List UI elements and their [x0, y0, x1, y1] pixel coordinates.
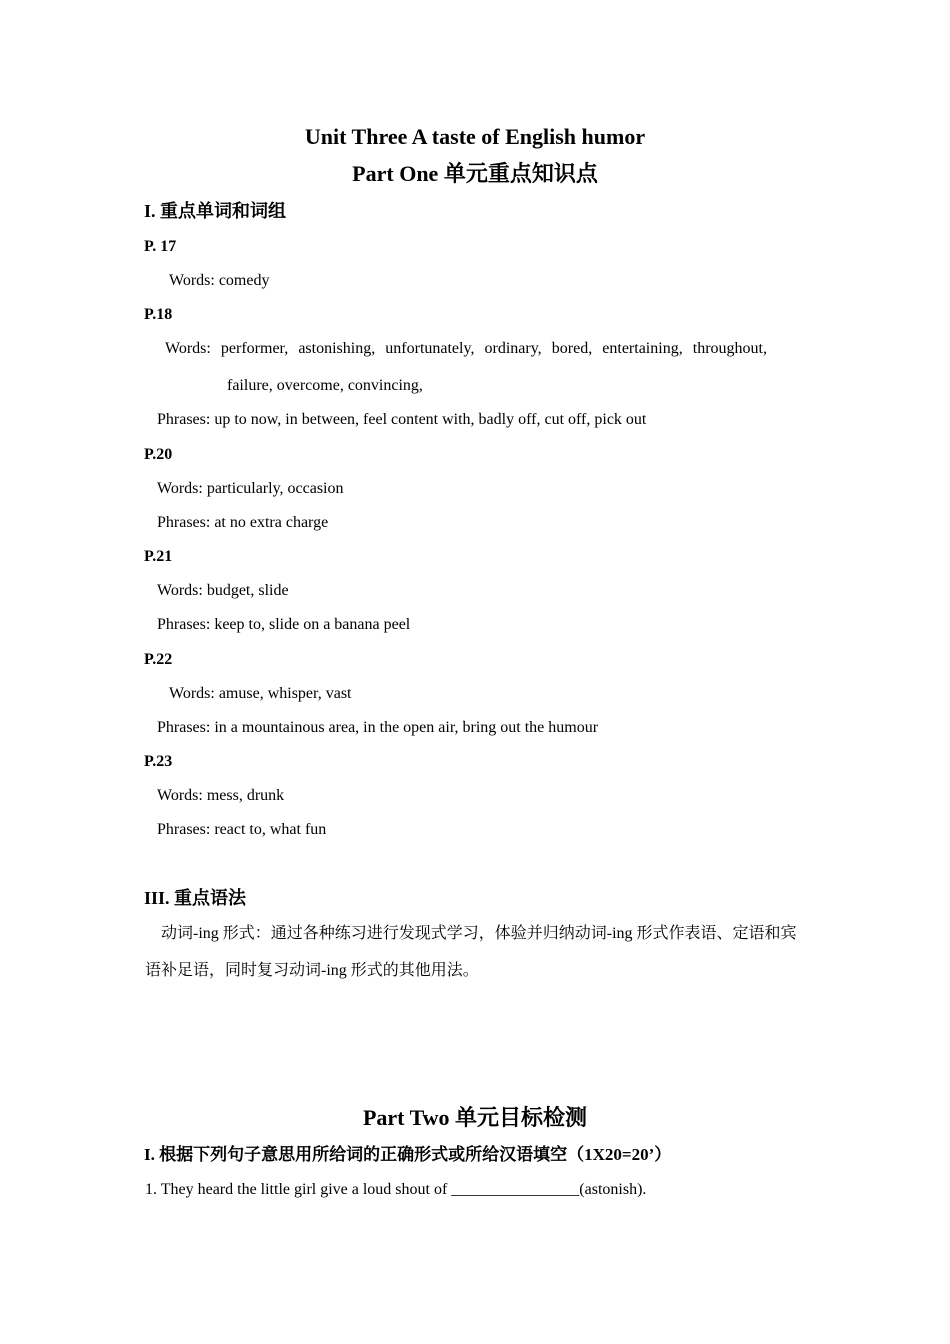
word: astonishing,	[298, 340, 376, 357]
word: entertaining,	[602, 340, 683, 357]
unit-title: Unit Three A taste of English humor	[304, 124, 646, 149]
p21-words: Words: budget, slide	[157, 582, 289, 599]
p22-phrases: Phrases: in a mountainous area, in the open air, bring out the humour	[157, 719, 599, 736]
part-two-title: Part Two 单元目标检测	[362, 1105, 588, 1130]
part-two-heading: I. 根据下列句子意思用所给词的正确形式或所给汉语填空（1X20=20’）	[144, 1145, 672, 1164]
page-ref-p18: P.18	[144, 306, 173, 323]
p23-phrases: Phrases: react to, what fun	[157, 821, 327, 838]
word: unfortunately,	[385, 340, 475, 357]
page-ref-p23: P.23	[144, 753, 173, 770]
section-3-heading: III. 重点语法	[144, 888, 247, 908]
page-ref-p17: P. 17	[144, 238, 177, 255]
grammar-line-2: 语补足语，同时复习动词-ing 形式的其他用法。	[145, 962, 479, 979]
word: performer,	[220, 340, 289, 357]
section-1-heading: I. 重点单词和词组	[144, 201, 287, 221]
p21-phrases: Phrases: keep to, slide on a banana peel	[157, 616, 411, 633]
word: Words:	[165, 340, 211, 357]
word: ordinary,	[484, 340, 542, 357]
page-ref-p20: P.20	[144, 446, 173, 463]
question-1: 1. They heard the little girl give a loud shout of ________________(astonish).	[145, 1181, 647, 1198]
word: throughout,	[692, 340, 767, 357]
page-ref-p21: P.21	[144, 548, 173, 565]
part-one-title: Part One 单元重点知识点	[352, 161, 598, 186]
p17-words: Words: comedy	[169, 272, 270, 289]
p18-phrases: Phrases: up to now, in between, feel content with, badly off, cut off, pick out	[157, 411, 647, 428]
p20-words: Words: particularly, occasion	[157, 480, 344, 497]
p22-words: Words: amuse, whisper, vast	[169, 685, 352, 702]
page-ref-p22: P.22	[144, 651, 173, 668]
p23-words: Words: mess, drunk	[157, 787, 285, 804]
word: bored,	[551, 340, 593, 357]
p18-words-line1	[165, 339, 767, 359]
grammar-line-1: 动词-ing 形式：通过各种练习进行发现式学习，体验并归纳动词-ing 形式作表语、定语和宾	[161, 925, 797, 942]
p20-phrases: Phrases: at no extra charge	[157, 514, 329, 531]
p18-words-line2: failure, overcome, convincing,	[227, 377, 423, 394]
